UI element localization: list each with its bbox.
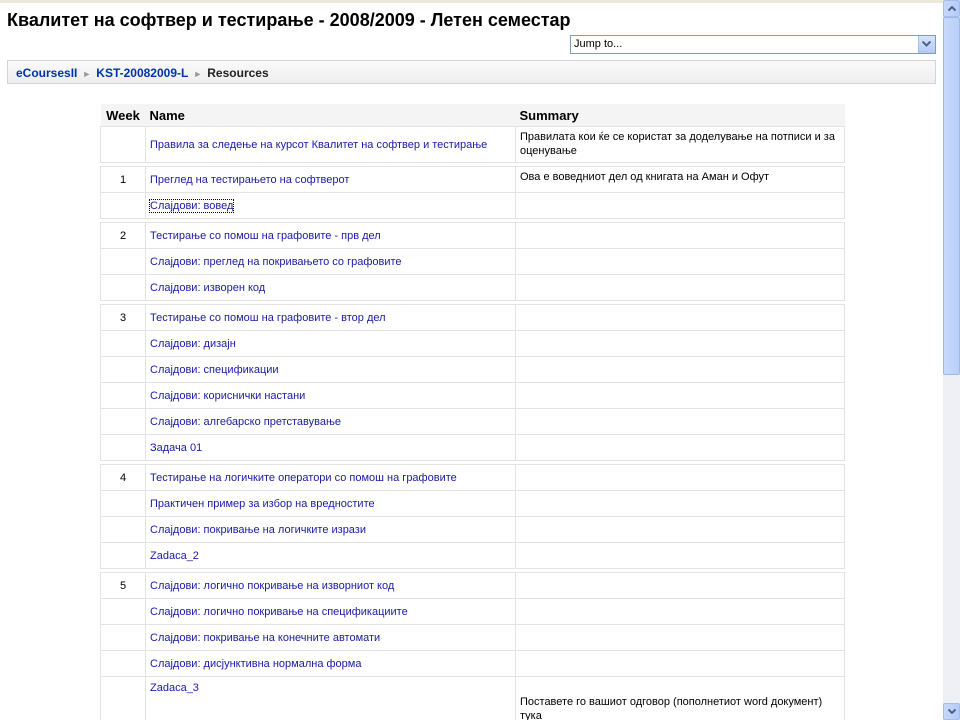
resource-link[interactable]: Слајдови: алгебарско претставување (150, 415, 342, 428)
week-cell (101, 357, 146, 383)
resource-link[interactable]: Правила за следење на курсот Квалитет на софтвер и тестирање (150, 138, 488, 151)
resource-link[interactable]: Слајдови: кориснички настани (150, 389, 306, 402)
table-row (101, 249, 845, 275)
week-cell (101, 127, 146, 163)
summary-cell (516, 223, 845, 249)
resource-link[interactable]: Слајдови: логично покривање на спецификациите (150, 605, 408, 618)
resource-link[interactable]: Практичен пример за избор на вредностите (150, 497, 375, 510)
breadcrumb-course-link[interactable]: KST-20082009-L (96, 66, 189, 80)
week-cell (101, 383, 146, 409)
breadcrumb (7, 60, 936, 84)
name-cell (146, 223, 516, 249)
week-cell: 5 (101, 573, 146, 599)
name-cell (146, 167, 516, 193)
table-row (101, 517, 845, 543)
summary-cell (516, 383, 845, 409)
name-cell (146, 677, 516, 720)
resource-link[interactable]: Тестирање со помош на графовите - прв дел (150, 229, 381, 242)
name-cell (146, 275, 516, 301)
week-cell (101, 677, 146, 720)
week-cell: 4 (101, 465, 146, 491)
summary-cell: Ова е воведниот дел од книгата на Аман и Офут (516, 167, 845, 193)
table-row (101, 599, 845, 625)
table-row (101, 305, 845, 331)
table-row (101, 625, 845, 651)
week-cell (101, 249, 146, 275)
summary-cell (516, 491, 845, 517)
summary-cell: Правилата кои ќе се користат за доделување на потписи и за оценување (516, 127, 845, 163)
resource-link[interactable]: Преглед на тестирањето на софтверот (150, 173, 350, 186)
table-row (101, 409, 845, 435)
table-row (101, 573, 845, 599)
breadcrumb-arrow-icon: ► (82, 69, 92, 79)
week-cell (101, 651, 146, 677)
week-cell (101, 599, 146, 625)
table-row (101, 677, 845, 720)
table-row (101, 383, 845, 409)
name-column-header: Name (146, 104, 516, 127)
resources-table (100, 104, 845, 720)
resource-link[interactable]: Слајдови: логично покривање на изворниот код (150, 579, 395, 592)
name-cell (146, 357, 516, 383)
summary-cell (516, 249, 845, 275)
summary-cell (516, 275, 845, 301)
summary-cell (516, 331, 845, 357)
resource-link[interactable]: Слајдови: вовед (150, 199, 234, 212)
summary-cell (516, 305, 845, 331)
name-cell (146, 543, 516, 569)
week-cell (101, 491, 146, 517)
name-cell (146, 599, 516, 625)
resource-link[interactable]: Zadaca_2 (150, 549, 199, 562)
summary-cell (516, 573, 845, 599)
summary-cell (516, 435, 845, 461)
name-cell (146, 465, 516, 491)
name-cell (146, 383, 516, 409)
table-row (101, 491, 845, 517)
week-cell (101, 331, 146, 357)
week-cell (101, 435, 146, 461)
table-row (101, 167, 845, 193)
summary-cell (516, 409, 845, 435)
table-row (101, 357, 845, 383)
chevron-down-icon[interactable] (918, 36, 935, 53)
name-cell (146, 625, 516, 651)
scroll-up-button[interactable] (943, 0, 960, 17)
summary-cell (516, 651, 845, 677)
jump-to-value: Jump to... (574, 38, 623, 50)
name-cell (146, 491, 516, 517)
name-cell (146, 249, 516, 275)
summary-cell (516, 357, 845, 383)
table-row (101, 127, 845, 163)
summary-cell (516, 625, 845, 651)
table-row (101, 223, 845, 249)
resource-link[interactable]: Слајдови: покривање на логичките изрази (150, 523, 366, 536)
week-cell (101, 409, 146, 435)
table-row (101, 435, 845, 461)
table-row (101, 275, 845, 301)
week-cell (101, 543, 146, 569)
name-cell (146, 573, 516, 599)
breadcrumb-current: Resources (207, 66, 269, 80)
resource-link[interactable]: Zadaca_3 (150, 682, 199, 694)
resource-link[interactable]: Слајдови: дизајн (150, 337, 236, 350)
jump-to-select[interactable] (570, 35, 936, 54)
week-cell: 3 (101, 305, 146, 331)
course-title: Квалитет на софтвер и тестирање - 2008/2009 - Летен семестар (7, 10, 571, 30)
name-cell (146, 409, 516, 435)
summary-cell (516, 543, 845, 569)
week-column-header: Week (101, 104, 146, 127)
vertical-scrollbar[interactable] (943, 0, 960, 720)
week-cell: 1 (101, 167, 146, 193)
name-cell (146, 193, 516, 219)
table-row (101, 331, 845, 357)
resource-link[interactable]: Слајдови: преглед на покривањето со графовите (150, 255, 402, 268)
name-cell (146, 651, 516, 677)
resource-link[interactable]: Задача 01 (150, 441, 203, 454)
week-cell: 2 (101, 223, 146, 249)
name-cell (146, 435, 516, 461)
summary-column-header: Summary (516, 104, 845, 127)
resource-link[interactable]: Слајдови: покривање на конечните автомати (150, 631, 381, 644)
name-cell (146, 127, 516, 163)
breadcrumb-arrow-icon: ► (193, 69, 203, 79)
scroll-down-button[interactable] (943, 703, 960, 720)
name-cell (146, 331, 516, 357)
breadcrumb-home-link[interactable]: eCoursesII (16, 66, 78, 80)
week-cell (101, 625, 146, 651)
summary-cell (516, 193, 845, 219)
week-cell (101, 193, 146, 219)
table-row (101, 465, 845, 491)
table-row (101, 193, 845, 219)
resource-link[interactable]: Тестирање со помош на графовите - втор дел (150, 311, 386, 324)
summary-cell (516, 599, 845, 625)
name-cell (146, 517, 516, 543)
scrollbar-thumb[interactable] (943, 17, 960, 375)
resource-link[interactable]: Слајдови: спецификации (150, 363, 279, 376)
week-cell (101, 275, 146, 301)
resource-link[interactable]: Слајдови: дисјунктивна нормална форма (150, 657, 362, 670)
table-row (101, 543, 845, 569)
name-cell (146, 305, 516, 331)
summary-cell (516, 465, 845, 491)
table-row (101, 651, 845, 677)
summary-cell (516, 517, 845, 543)
week-cell (101, 517, 146, 543)
resource-link[interactable]: Тестирање на логичките оператори со помош на графовите (150, 471, 457, 484)
summary-cell: Поставете го вашиот одговор (пополнетиот word документ) тука (516, 677, 845, 720)
resource-link[interactable]: Слајдови: изворен код (150, 281, 266, 294)
